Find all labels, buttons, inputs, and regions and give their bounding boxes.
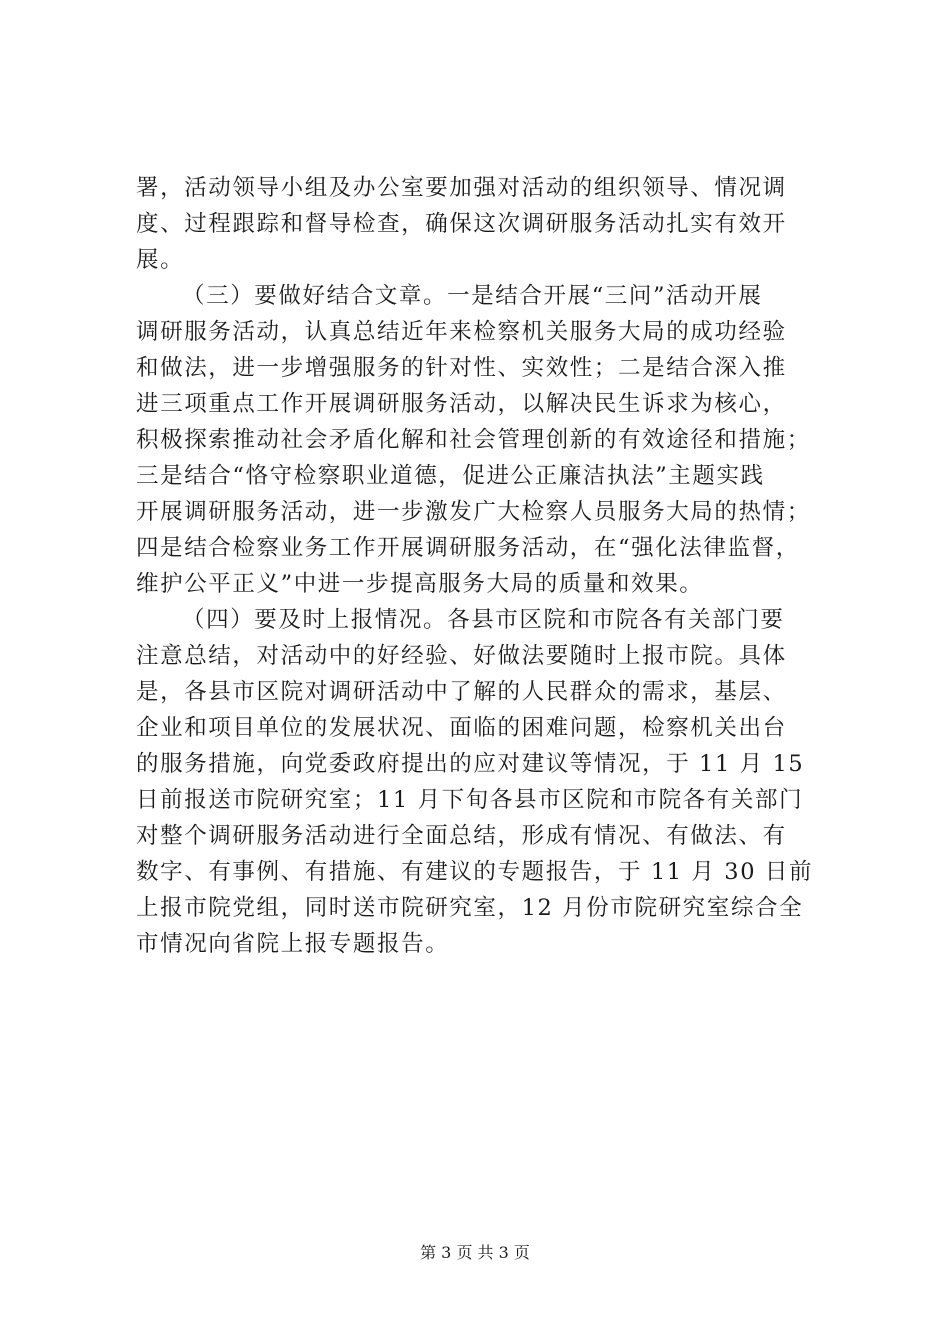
text-line: 上报市院党组，同时送市院研究室，12 月份市院研究室综合全 (136, 895, 804, 921)
text-line: 注意总结，对活动中的好经验、好做法要随时上报市院。具体 (136, 643, 787, 669)
page-number: 第 3 页 共 3 页 (420, 1243, 530, 1262)
body-text (136, 170, 826, 962)
text-line: 对整个调研服务活动进行全面总结，形成有情况、有做法、有 (136, 823, 787, 849)
text-line: 署，活动领导小组及办公室要加强对活动的组织领导、情况调 (136, 175, 787, 201)
text-line: 和做法，进一步增强服务的针对性、实效性；二是结合深入推 (136, 355, 787, 381)
text-line: 是，各县市区院对调研活动中了解的人民群众的需求，基层、 (136, 679, 787, 705)
text-line: 企业和项目单位的发展状况、面临的困难问题，检察机关出台 (136, 715, 787, 741)
text-line: 度、过程跟踪和督导检查，确保这次调研服务活动扎实有效开 (136, 211, 787, 237)
text-line: 维护公平正义”中进一步提高服务大局的质量和效果。 (136, 571, 704, 597)
text-line: 四是结合检察业务工作开展调研服务活动，在“强化法律监督， (136, 535, 800, 561)
paragraph-heading-3: （三）要做好结合文章。一是结合开展“三问”活动开展 (182, 283, 763, 309)
text-line: 日前报送市院研究室；11 月下旬各县市区院和市院各有关部门 (136, 787, 804, 813)
text-line: 市情况向省院上报专题报告。 (136, 931, 450, 957)
paragraph-heading-4: （四）要及时上报情况。各县市区院和市院各有关部门要 (182, 607, 785, 633)
text-line: 展。 (136, 247, 185, 273)
text-line: 调研服务活动，认真总结近年来检察机关服务大局的成功经验 (136, 319, 787, 345)
text-line: 积极探索推动社会矛盾化解和社会管理创新的有效途径和措施； (136, 427, 811, 453)
text-line: 三是结合“恪守检察职业道德，促进公正廉洁执法”主题实践 (136, 463, 765, 489)
text-line: 进三项重点工作开展调研服务活动，以解决民生诉求为核心， (136, 391, 787, 417)
text-line: 数字、有事例、有措施、有建议的专题报告，于 11 月 30 日前 (136, 859, 814, 885)
page-footer (0, 1243, 950, 1263)
text-line: 的服务措施，向党委政府提出的应对建议等情况，于 11 月 15 (136, 751, 805, 777)
text-line: 开展调研服务活动，进一步激发广大检察人员服务大局的热情； (136, 499, 811, 525)
